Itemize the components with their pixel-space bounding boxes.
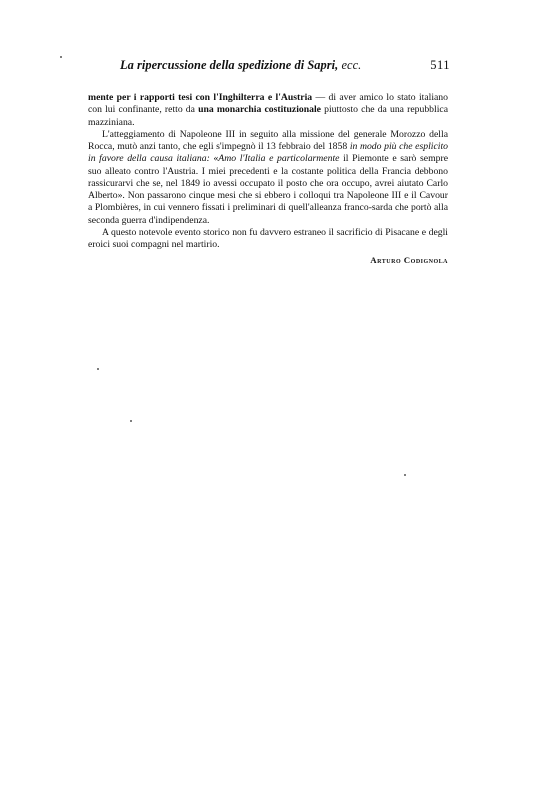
scan-speck	[60, 56, 62, 58]
page-number: 511	[430, 58, 450, 72]
text-run: A questo notevole evento storico non fu davvero estraneo il sacrificio di Pisacane e degli eroici suoi compagni nel martirio.	[88, 226, 448, 250]
paragraph-1	[88, 92, 448, 129]
paragraph-2	[88, 129, 448, 227]
scan-speck	[130, 420, 132, 422]
running-head	[120, 58, 361, 73]
running-head-title: La ripercussione della spedizione di Sapri,	[120, 58, 339, 72]
article-body	[88, 92, 448, 267]
running-head-etc: ecc.	[341, 58, 362, 72]
text-run: — di aver amico lo stato italiano con lui confinante, retto da	[88, 92, 448, 116]
text-run: Amo l'Italia e particolarmente	[218, 153, 340, 165]
scan-speck	[404, 474, 406, 476]
text-run: il Piemonte e sarò sempre suo alleato contro l'Austria. I miei precedenti e la costante politica della Francia debbono rassicurarvi che se, nel 1849 io avessi occupato il posto che ora occupo, avrei aiutato Carlo Alberto». Non passarono cinque mesi che si ebbero i colloqui tra Napoleone III e il Cavour a Plombières, in cui vennero fissati i preliminari di quell'alleanza franco-sarda che portò alla seconda guerra d'indipendenza.	[88, 153, 449, 226]
text-run: «	[209, 153, 219, 165]
text-run: in modo più che esplicito in favore della causa italiana:	[88, 141, 448, 165]
text-run: L'atteggiamento di Napoleone III in seguito alla missione del generale Morozzo della Rocca, mutò anzi tanto, che egli s'impegnò il 13 febbraio del 1858	[88, 128, 448, 152]
page-header	[88, 58, 452, 78]
author-signature: Arturo Codignola	[370, 255, 448, 266]
text-run: una monarchia costituzionale	[198, 104, 321, 116]
text-run: mente per i rapporti tesi con l'Inghilterra e l'Austria	[88, 92, 313, 103]
paragraph-3	[88, 227, 448, 252]
text-run: piuttosto che da una repubblica mazziniana.	[88, 104, 448, 128]
scan-speck	[97, 368, 99, 370]
